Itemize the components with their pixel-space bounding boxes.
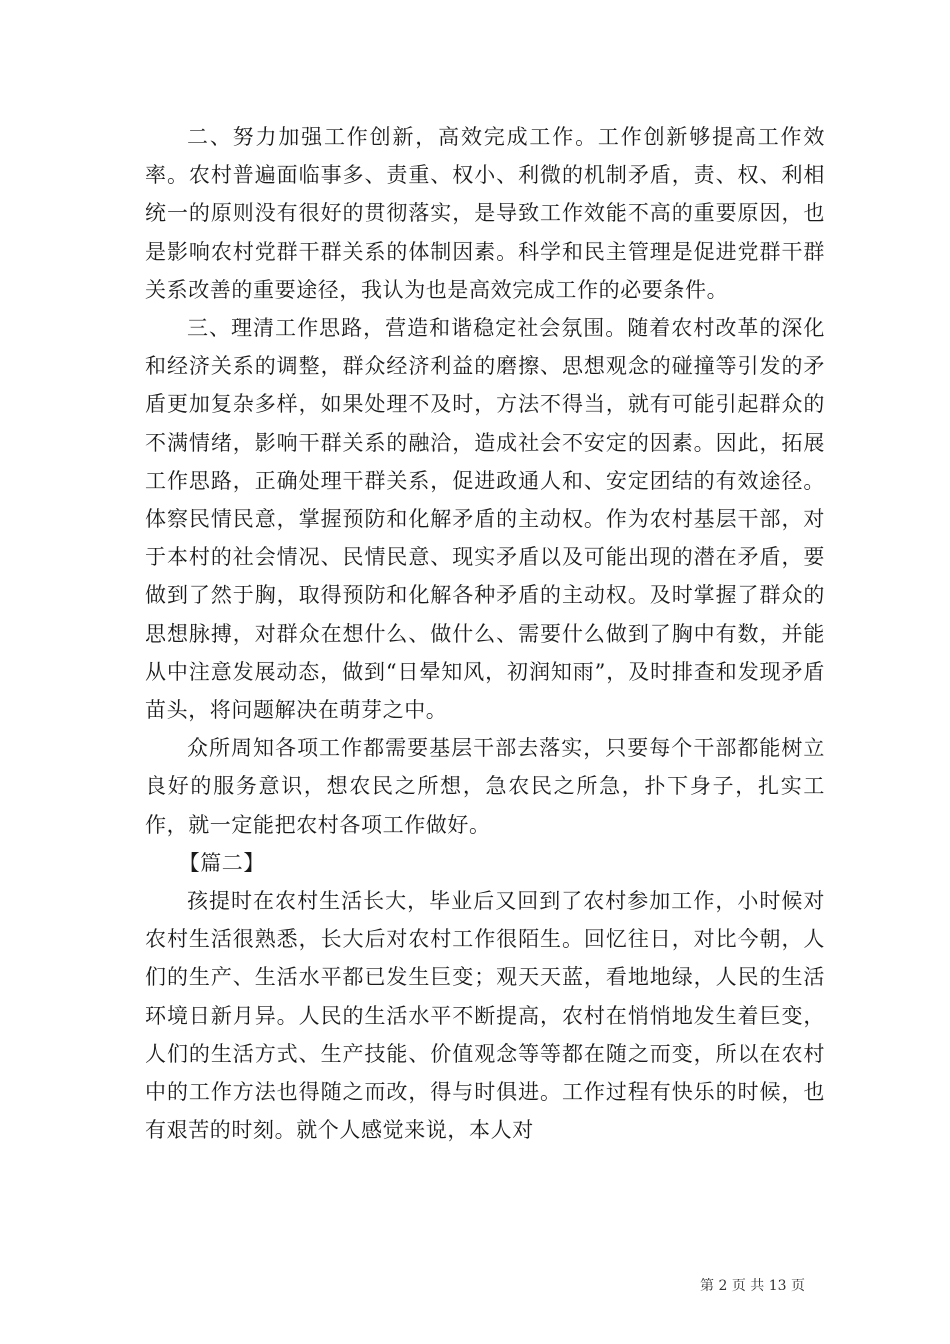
- paragraph-conclusion: 众所周知各项工作都需要基层干部去落实，只要每个干部都能树立良好的服务意识，想农民之所想，急农民之所急，扑下身子，扎实工作，就一定能把农村各项工作做好。: [145, 736, 825, 837]
- paragraph-childhood: 孩提时在农村生活长大，毕业后又回到了农村参加工作，小时候对农村生活很熟悉，长大后对农村工作很陌生。回忆往日，对比今朝，人们的生产、生活水平都已发生巨变；观天天蓝，看地地绿，人民的生活环境日新月异。人民的生活水平不断提高，农村在悄悄地发生着巨变，人们的生活方式、生产技能、价值观念等等都在随之而变，所以在农村中的工作方法也得随之而改，得与时俱进。工作过程有快乐的时候，也有艰苦的时刻。就个人感觉来说，本人对: [145, 889, 825, 1143]
- paragraph-work-thinking: 三、理清工作思路，营造和谐稳定社会氛围。随着农村改革的深化和经济关系的调整，群众经济利益的磨擦、思想观念的碰撞等引发的矛盾更加复杂多样，如果处理不及时，方法不得当，就有可能引起群众的不满情绪，影响干群关系的融洽，造成社会不安定的因素。因此，拓展工作思路，正确处理干群关系，促进政通人和、安定团结的有效途径。体察民情民意，掌握预防和化解矛盾的主动权。作为农村基层干部，对于本村的社会情况、民情民意、现实矛盾以及可能出现的潜在矛盾，要做到了然于胸，取得预防和化解各种矛盾的主动权。及时掌握了群众的思想脉搏，对群众在想什么、做什么、需要什么做到了胸中有数，并能从中注意发展动态，做到“日晕知风，初润知雨”，及时排查和发现矛盾苗头，将问题解决在萌芽之中。: [145, 316, 825, 723]
- document-body: [145, 118, 825, 1149]
- section-heading: 【篇二】: [178, 850, 265, 875]
- paragraph-innovation: 二、努力加强工作创新，高效完成工作。工作创新够提高工作效率。农村普遍面临事多、责重、权小、利微的机制矛盾，责、权、利相统一的原则没有很好的贯彻落实，是导致工作效能不高的重要原因，也是影响农村党群干群关系的体制因素。科学和民主管理是促进党群干群关系改善的重要途径，我认为也是高效完成工作的必要条件。: [145, 125, 825, 302]
- page-number-footer: 第 2 页 共 13 页: [700, 1278, 805, 1294]
